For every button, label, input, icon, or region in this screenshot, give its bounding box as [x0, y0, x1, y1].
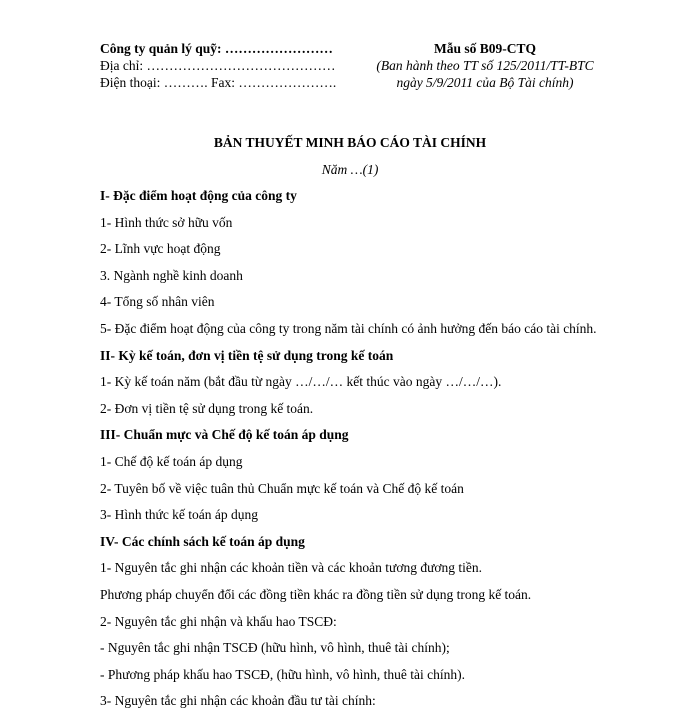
section-heading: I- Đặc điểm hoạt động của công ty [100, 188, 297, 203]
body-line: - Nguyên tắc ghi nhận TSCĐ (hữu hình, vô hình, thuê tài chính); [100, 640, 450, 656]
body-line: 3. Ngành nghề kinh doanh [100, 267, 243, 283]
company-info-block [100, 40, 336, 91]
body-line: 1- Chế độ kế toán áp dụng [100, 454, 243, 469]
issued-line-1: (Ban hành theo TT số 125/2011/TT-BTC [376, 58, 594, 73]
body-line: 1- Hình thức sở hữu vốn [100, 214, 233, 230]
body-line: 1- Kỳ kế toán năm (bắt đầu từ ngày …/…/… kết thúc vào ngày …/…/…). [100, 374, 502, 390]
body-line: 2- Lĩnh vực hoạt động [100, 241, 221, 257]
company-name-line: Công ty quản lý quỹ: …………………… [100, 41, 333, 56]
body-line: 2- Nguyên tắc ghi nhận và khấu hao TSCĐ: [100, 613, 337, 629]
body-line: 3- Nguyên tắc ghi nhận các khoản đầu tư tài chính: [100, 693, 376, 709]
body-line: 5- Đặc điểm hoạt động của công ty trong năm tài chính có ảnh hưởng đến báo cáo tài chính. [100, 321, 597, 336]
body-line: - Phương pháp khấu hao TSCĐ, (hữu hình, vô hình, thuê tài chính). [100, 666, 465, 682]
body-line: 4- Tổng số nhân viên [100, 294, 215, 310]
address-line: Địa chỉ: …………………………………… [100, 58, 336, 73]
body-line: Phương pháp chuyển đổi các đồng tiền khác ra đồng tiền sử dụng trong kế toán. [100, 587, 532, 602]
issued-line-2: ngày 5/9/2011 của Bộ Tài chính) [396, 75, 574, 90]
form-number: Mẫu số B09-CTQ [433, 41, 536, 56]
body-line: 3- Hình thức kế toán áp dụng [100, 507, 259, 523]
phone-fax-line: Điện thoại: ………. Fax: …………………. [100, 75, 337, 90]
body-line: 2- Đơn vị tiền tệ sử dụng trong kế toán. [100, 400, 314, 416]
document-title: BẢN THUYẾT MINH BÁO CÁO TÀI CHÍNH [213, 135, 487, 150]
document-year: Năm …(1) [321, 162, 379, 177]
section-heading: IV- Các chính sách kế toán áp dụng [100, 533, 305, 549]
form-info-block [340, 40, 630, 91]
body-line: 1- Nguyên tắc ghi nhận các khoản tiền và các khoản tương đương tiền. [100, 560, 483, 576]
section-heading: II- Kỳ kế toán, đơn vị tiền tệ sử dụng trong kế toán [100, 347, 394, 363]
section-heading: III- Chuẩn mực và Chế độ kế toán áp dụng [100, 427, 349, 443]
body-line: 2- Tuyên bố về việc tuân thủ Chuẩn mực kế toán và Chế độ kế toán [100, 480, 464, 496]
